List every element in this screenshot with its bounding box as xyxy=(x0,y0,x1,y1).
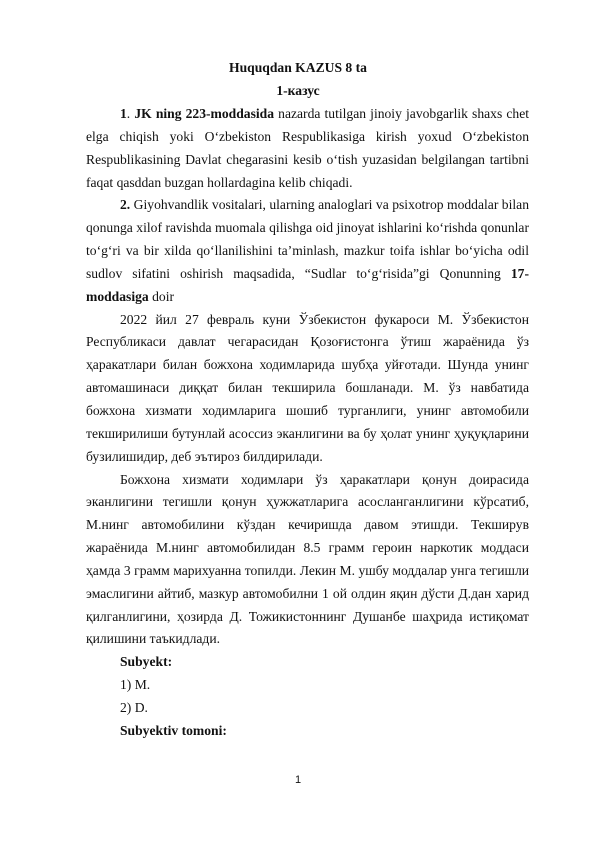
paragraph-point-2 xyxy=(86,194,529,308)
point-2-bold-ref: 17-moddasiga xyxy=(86,265,529,304)
subyektiv-heading: Subyektiv tomoni: xyxy=(120,722,227,738)
point-1-number: 1 xyxy=(120,106,127,121)
point-2-number: 2. xyxy=(120,197,131,213)
point-1-bold-ref: JK ning 223-moddasida xyxy=(134,106,275,121)
case-number: 1-казус xyxy=(276,83,320,98)
page-number: 1 xyxy=(294,774,302,786)
point-1-text: nazarda tutilgan jinoiy javobgarlik shaxs chet elga chiqish yoki O‘zbekiston Respublikasiga kirish yoxud O‘zbekiston Respublikasining Davlat chegarasini kesib o‘tish yuzasidan belgilangan tartibni faqat qasddan buzgan hollardagina kelib chiqadi. xyxy=(86,106,529,190)
point-2-tail: doir xyxy=(152,288,175,304)
subyekt-item: 1) M. xyxy=(120,677,151,693)
subyekt-heading: Subyekt: xyxy=(120,654,173,670)
paragraph-case-facts-2: Божхона хизмати ходимлари ўз ҳаракатлари қонун доирасида эканлигини тегишли қонун ҳужжатларига асосланганлигини кўрсатиб, М.нинг автомобилини кўздан кечиришда давом этишди. Текширув жараёнида М.нинг автомобилидан 8.5 грамм героин наркотик моддаси ҳамда 3 грамм марихуанна топилди. Лекин М. ушбу моддалар унга тегишли эмаслигини айтиб, мазкур автомобилни 1 ой олдин яқин дўсти Д.дан харид қилганлигини, ҳозирда Д. Тожикистоннинг Душанбе шаҳрида истиқомат қилишини таъкидлади. xyxy=(86,471,529,647)
point-2-text: Giyohvandlik vositalari, ularning analoglari va psixotrop moddalar bilan qonunga xilof ravishda muomala qilishga oid jinoyat ishlarini ko‘rishda qonunlar to‘g‘ri va bir xilda qo‘llanilishini ta’minlash, mazkur toifa ishlar bo‘yicha odil sudlov sifatini oshirish maqsadida, “Sudlar to‘g‘risida”gi Qonunning xyxy=(86,197,529,281)
document-body xyxy=(86,103,529,743)
paragraph-case-facts-1: 2022 йил 27 февраль куни Ўзбекистон фукароси М. Ўзбекистон Республикаси давлат чегарасидан Қозоғистонга ўтиш жараёнида ўз ҳаракатлари билан божхона ходимларида шубҳа уйғотади. Шунда унинг автомашинаси диққат билан текширила бошланади. М. ўз навбатида божхона хизмати ходимларига шошиб турганлиги, унинг автомобили текширилиши бутунлай асоссиз эканлигини ва бу ҳолат унинг ҳуқуқларини бузилишидир, деб эътироз билдирилади. xyxy=(86,311,529,464)
paragraph-point-1: 1. JK ning 223-moddasida nazarda tutilgan jinoiy javobgarlik shaxs chet elga chiqish yoki O‘zbekiston Respublikasiga kirish yoxud O‘zbekiston Respublikasining Davlat chegarasini kesib o‘tish yuzasidan belgilangan tartibni faqat qasddan buzgan hollardagina kelib chiqadi. xyxy=(86,106,529,190)
subyekt-item: 2) D. xyxy=(120,699,148,715)
document-title: Huquqdan KAZUS 8 ta xyxy=(229,60,367,75)
